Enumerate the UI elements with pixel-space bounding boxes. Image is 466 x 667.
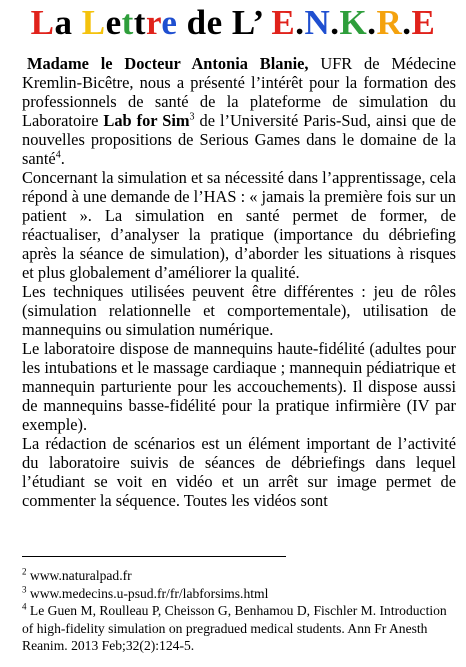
intro-paragraph [22, 54, 456, 168]
intro-text: UFR de Médecine Kremlin-Bicêtre, nous a présenté l’intérêt pour la formation des professionnels de santé de la plateforme de simulation du Laboratoire [22, 54, 456, 130]
title-letter: . [402, 3, 412, 42]
footnote-ref[interactable]: 3 [189, 111, 195, 123]
footnote-number: 4 [22, 601, 27, 612]
title-letter: r [145, 3, 162, 42]
title-letter: . [295, 3, 305, 42]
title-letter: e [161, 3, 178, 42]
title-letter: . [367, 3, 377, 42]
footnote-text: Le Guen M, Roulleau P, Cheisson G, Benhamou D, Fischler M. Introduction of high-fidelity simulation on pregradued medical students. Ann Fr Anesth Reanim. 2013 Feb;32(2):124-5. [22, 603, 447, 653]
lab-name: Lab for Sim [103, 111, 190, 130]
footnote-ref[interactable]: 4 [55, 149, 61, 161]
title-letter: N [304, 3, 331, 42]
title-letter: t [121, 3, 134, 42]
title-letter: L [30, 3, 55, 42]
body-paragraph: La rédaction de scénarios est un élément important de l’activité du laboratoire suivis de séances de débriefings dans lequel l’étudiant se voit en vidéo et un arrêt sur image permet de commenter la séquence. Toutes les vidéos sont [22, 434, 456, 510]
article-body [22, 54, 456, 510]
body-paragraph: Le laboratoire dispose de mannequins haute-fidélité (adultes pour les intubations et le massage cardiaque ; mannequin pédiatrique et mannequin parturiente pour les accouchements). Il dispose aussi de mannequins basse-fidélité pour la pratique infirmière (IV par exemple). [22, 339, 456, 434]
newsletter-title [0, 3, 466, 43]
footnote [22, 567, 456, 585]
title-letter: e [105, 3, 122, 42]
title-letter: a [54, 3, 73, 42]
footnotes [22, 567, 456, 655]
title-letter: t [133, 3, 146, 42]
footnote [22, 602, 456, 655]
title-letter: . [330, 3, 340, 42]
footnote-link[interactable]: www.naturalpad.fr [26, 568, 132, 583]
title-letter: L [81, 3, 106, 42]
footnote-link[interactable]: www.medecins.u-psud.fr/fr/labforsims.html [26, 585, 269, 601]
body-paragraph: Les techniques utilisées peuvent être différentes : jeu de rôles (simulation relationnelle et comportementale), utilisation de mannequins ou simulation numérique. [22, 282, 456, 339]
title-letter: E [411, 3, 436, 42]
title-letter: K [339, 3, 368, 42]
footnote [22, 585, 456, 603]
speaker-name: Madame le Docteur Antonia Blanie, [27, 54, 309, 73]
title-letter: E [271, 3, 296, 42]
intro-text: . [60, 149, 65, 168]
footnote-number: 3 [22, 583, 27, 594]
footnote-number: 2 [22, 566, 27, 577]
title-letter [72, 3, 81, 42]
title-letter: de L’ [177, 3, 272, 42]
footnote-divider [22, 556, 286, 557]
title-letter: R [376, 3, 403, 42]
intro-text: de l’Université Paris-Sud, ainsi que de nouvelles propositions de Serious Games dans le domaine de la santé [22, 111, 457, 168]
body-paragraph: Concernant la simulation et sa nécessité dans l’apprentissage, cela répond à une demande de l’HAS : « jamais la première fois sur un patient ». La simulation en santé permet de former, de réactualiser, d’analyser la pratique (importance du débriefing après la séance de simulation), d’aborder les situations à risques et plus globalement d’améliorer la qualité. [22, 168, 456, 282]
